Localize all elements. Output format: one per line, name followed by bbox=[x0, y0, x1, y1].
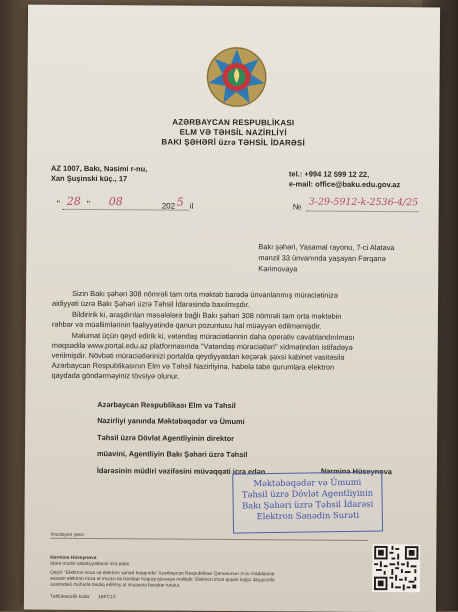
footer-signed-by: İmzalayan şəxs: bbox=[50, 532, 85, 538]
body-paragraph-2-line-1: Bildiririk ki, araşdırılan məsələlərə bağlı Bakı şəhəri 308 nömrəli tam orta məktəbin bbox=[71, 309, 342, 321]
address-line-2: Xan Şuşinski küç., 17 bbox=[50, 173, 128, 184]
body-paragraph-2-line-2: rəhbər və müəllimlərinin fəaliyyətində qanun pozuntusu hal müəyyən edilməmişdir. bbox=[51, 319, 322, 331]
signatory-line-3: Təhsil üzrə Dövlət Agentliyinin direktor bbox=[97, 432, 235, 443]
state-emblem-icon bbox=[205, 46, 267, 108]
date-day: 28 bbox=[66, 194, 81, 208]
header-department: BAKI ŞƏHƏRİ üzrə TƏHSİL İDARƏSİ bbox=[161, 137, 305, 148]
body-paragraph-3-line-2: məqsədilə www.portal.edu.az platformasında "Vətəndaş müraciətləri" xidmətindən istifadəyə bbox=[51, 340, 353, 352]
body-paragraph-3-line-1: Məlumat üçün qeyd edirik ki, vətəndaş müraciətlərinin daha operativ cavablandırılması bbox=[71, 330, 355, 342]
stamp-line-4: Elektron Sənədin Surəti bbox=[256, 509, 360, 522]
signatory-line-1: Azərbaycan Respublikası Elm və Təhsil bbox=[97, 400, 236, 411]
body-paragraph-3-line-3: verilmişdir. Növbəti müraciətlərinizi portalda qeydiyyatdan keçərək şəxsi kabinet vasitəsilə bbox=[51, 350, 345, 362]
date-quote-close: " bbox=[86, 198, 90, 210]
stamp-line-3: Bakı Şəhəri üzrə Təhsil İdarəsi bbox=[241, 498, 374, 511]
footer-note-1: Qeyd: "Elektron imza və elektron sənəd haqqında" Azərbaycan Respublikası Qanununun 3-cü maddəsinə bbox=[50, 570, 275, 578]
recipient-line-1: Bakı şəhəri, Yasamal rayonu, 7-ci Alatava bbox=[258, 242, 395, 253]
number-underline bbox=[307, 211, 419, 213]
body-paragraph-3-line-4: Azərbaycan Respublikasının Elm və Təhsil Nazirliyinə, habelə tabe qurumlara elektron bbox=[51, 360, 335, 372]
header-country: AZƏRBAYCAN RESPUBLİKASI bbox=[172, 117, 295, 128]
number-label: № bbox=[292, 202, 302, 212]
body-paragraph-1-line-1: Sizin Bakı şəhəri 308 nömrəli tam orta məktəb barədə ünvanlanmış müraciətinizə bbox=[72, 288, 338, 300]
date-year: 202 bbox=[161, 201, 176, 211]
signatory-line-2: Nazirliyi yanında Məktəbəqədər və Ümumi bbox=[97, 416, 245, 427]
footer-signer-name: Nərminə Hüseynova bbox=[50, 555, 97, 562]
signatory-line-4: müavini, Agentliyin Bakı Şəhəri üzrə Təhsil bbox=[96, 449, 248, 460]
date-month: 08 bbox=[108, 195, 123, 209]
header-ministry: ELM VƏ TƏHSİL NAZİRLİYİ bbox=[179, 127, 287, 138]
signatory-position bbox=[97, 397, 266, 480]
date-underline bbox=[63, 209, 189, 211]
date-quote-open: " bbox=[56, 198, 60, 209]
recipient-line-3: Kərimovaya bbox=[258, 264, 298, 274]
recipient-line-2: mənzil 33 ünvanında yaşayan Fərqanə bbox=[258, 253, 386, 264]
body-paragraph-3-line-5: qaydada göndərməyiniz tövsiyə olunur. bbox=[51, 370, 180, 381]
electronic-copy-stamp bbox=[232, 471, 383, 533]
signatory-name: Nərminə Hüseynova bbox=[320, 466, 392, 477]
document-number: 3-29-5912-k-2536-4/25 bbox=[308, 196, 419, 209]
footer-signer-title: İdarə müdiri səlahiyyətlərini icra edən bbox=[50, 561, 130, 568]
footer-security-code bbox=[50, 595, 116, 601]
signatory-line-5: İdarəsinin müdiri vəzifəsini müvəqqəti icra edən bbox=[96, 465, 266, 476]
address-line-1: AZ 1007, Bakı, Nəsimi r-nu, bbox=[50, 163, 148, 174]
date-year-digit: 5 bbox=[176, 195, 184, 209]
security-code-label: Təhlükəsizlik kodu: bbox=[49, 594, 91, 601]
footer-divider bbox=[50, 538, 368, 541]
footer-note-3: üzərindəki mühürlə təsdiq edilmiş ət imzasına bərabər tutulur. bbox=[50, 582, 181, 589]
email: e-mail: office@baku.edu.gov.az bbox=[288, 179, 401, 190]
phone: tel.: +994 12 599 12 22, bbox=[288, 169, 370, 179]
date-suffix: il bbox=[189, 201, 194, 211]
stamp-line-2: Təhsil üzrə Dövlət Agentliyinin bbox=[241, 487, 374, 500]
official-letter bbox=[24, 5, 440, 612]
stamp-line-1: Məktəbəqədər və Ümumi bbox=[253, 476, 362, 489]
security-code-value: 1BFC13 bbox=[97, 595, 116, 601]
footer-note-2: əsasən elektron imza ət imzası ilə bərabər hüquqi qüvvəyə malikdir. Elektron imza qoyan kağız daşıyıcıda bbox=[50, 576, 275, 584]
body-paragraph-1-line-2: aidiyyəti üzrə Bakı Şəhəri üzrə Təhsil İdarəsində baxılmışdır. bbox=[52, 298, 250, 310]
qr-code-icon bbox=[372, 544, 420, 592]
